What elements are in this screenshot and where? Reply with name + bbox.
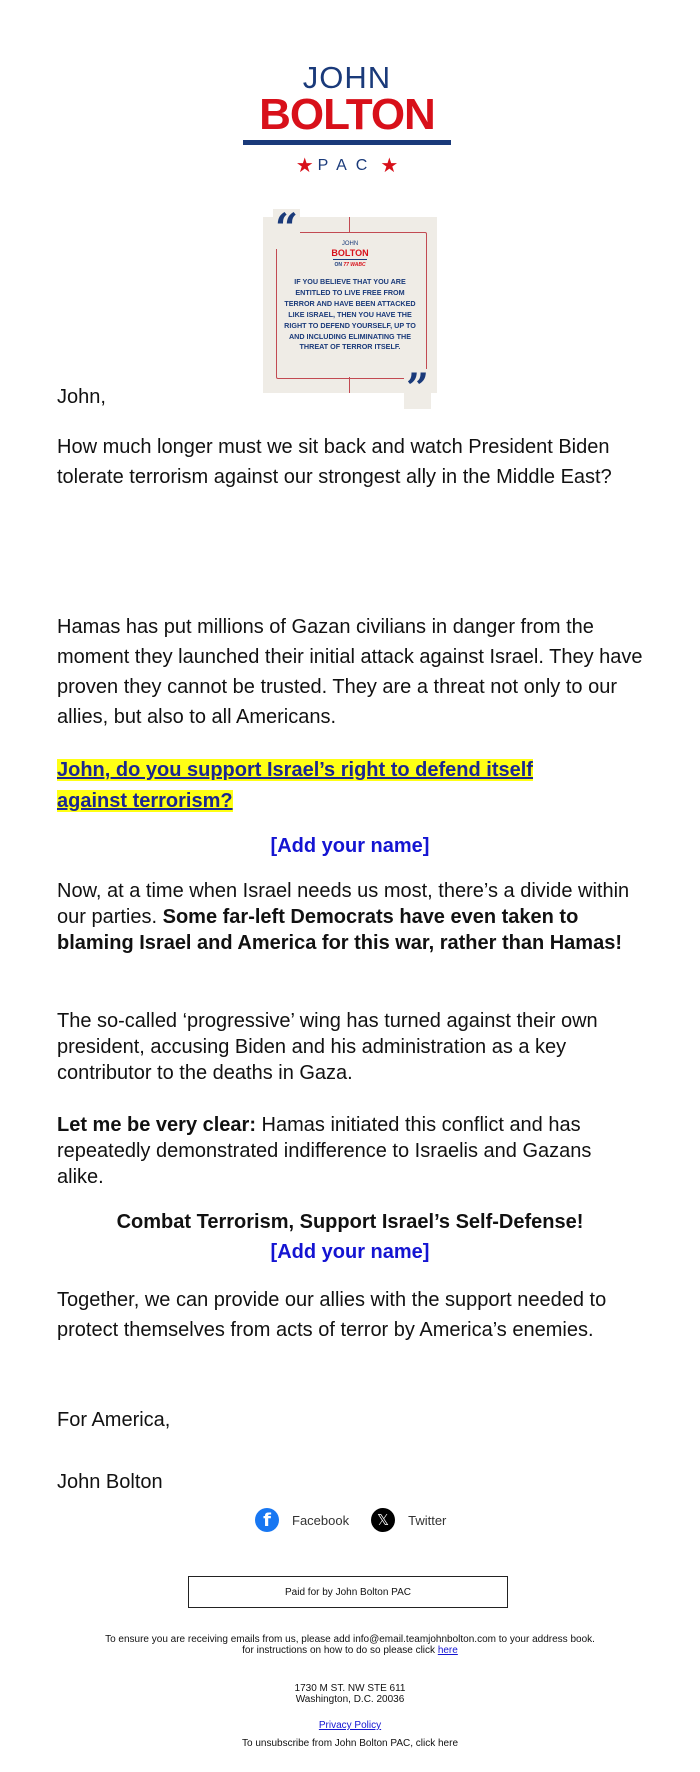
- quote-station-prefix: ON: [334, 262, 342, 268]
- logo-last-name: BOLTON: [259, 90, 435, 139]
- logo-first-name: JOHN: [302, 60, 392, 95]
- logo-bar: [243, 140, 451, 145]
- greeting: John,: [57, 386, 106, 408]
- unsubscribe-link[interactable]: To unsubscribe from John Bolton PAC, click here: [241, 1738, 459, 1749]
- paragraph-3-normal: Now, at a time when Israel needs us most, there’s a divide within our parties.: [57, 880, 630, 928]
- logo-pac-text: PAC: [317, 156, 377, 174]
- paid-for-box: Paid for by John Bolton PAC: [188, 1576, 508, 1608]
- paragraph-2: Hamas has put millions of Gazan civilians in danger from the moment they launched their initial attack against Israel. They have proven they cannot be trusted. They are a threat not only to our allies, but also to all Americans.: [57, 616, 643, 728]
- paragraph-5-normal: Hamas initiated this conflict and has repeatedly demonstrated indifference to Israelis and Gazans alike.: [57, 1114, 592, 1188]
- headline: Combat Terrorism, Support Israel’s Self-Defense!: [116, 1211, 584, 1233]
- paragraph-1: How much longer must we sit back and watch President Biden tolerate terrorism against our strongest ally in the Middle East?: [57, 436, 612, 488]
- support-israel-link-line2: against terrorism?: [57, 790, 233, 812]
- paragraph-5: [57, 1112, 643, 1190]
- pac-logo: [243, 62, 451, 178]
- paragraph-3-bold: Some far-left Democrats have even taken to blaming Israel and America for this war, rather than Hamas!: [57, 906, 622, 954]
- privacy-policy-link[interactable]: Privacy Policy: [318, 1720, 382, 1731]
- quote-brand-first: JOHN: [341, 241, 359, 247]
- quote-station: [263, 262, 437, 268]
- paragraph-5-bold: Let me be very clear:: [57, 1114, 256, 1136]
- instructions-line: [0, 1645, 700, 1656]
- twitter-link[interactable]: [371, 1508, 446, 1532]
- address-line-1: 1730 M ST. NW STE 611: [294, 1683, 406, 1694]
- facebook-label: Facebook: [292, 1512, 350, 1528]
- facebook-link[interactable]: [255, 1508, 349, 1532]
- social-links: [255, 1508, 468, 1532]
- add-your-name-button-1[interactable]: [Add your name]: [270, 835, 430, 857]
- logo-pac-row: [243, 153, 451, 178]
- quote-divider: [349, 217, 350, 232]
- star-icon: ★: [380, 155, 399, 177]
- privacy-policy-row: [0, 1720, 700, 1731]
- quote-brand-last: BOLTON: [331, 248, 369, 258]
- paragraph-4: The so-called ‘progressive’ wing has turned against their own president, accusing Biden and his administration as a key contributor to the deaths in Gaza.: [57, 1010, 598, 1084]
- instructions-text: for instructions on how to do so please click: [242, 1645, 438, 1656]
- add-your-name-button-2[interactable]: [Add your name]: [270, 1241, 430, 1263]
- quote-text: IF YOU BELIEVE THAT YOU ARE ENTITLED TO LIVE FREE FROM TERROR AND HAVE BEEN ATTACKED LIKE ISRAEL, THEN YOU HAVE THE RIGHT TO DEFEND YOURSELF, UP TO AND INCLUDING ELIMINATING THE THREAT OF TERROR ITSELF.: [284, 277, 416, 352]
- quote-image: [263, 205, 437, 412]
- ensure-notice: To ensure you are receiving emails from us, please add info@email.teamjohnbolton.com to your address book.: [105, 1634, 595, 1645]
- paragraph-3: [57, 878, 643, 956]
- star-icon: ★: [295, 155, 314, 177]
- support-israel-link-line1: John, do you support Israel’s right to defend itself: [57, 759, 533, 781]
- signoff: For America,: [57, 1409, 171, 1431]
- twitter-label: Twitter: [408, 1512, 447, 1528]
- x-icon: 𝕏: [371, 1508, 395, 1532]
- quote-brand-underline: [333, 259, 367, 260]
- paragraph-6: Together, we can provide our allies with the support needed to protect themselves from acts of terror by America’s enemies.: [57, 1289, 607, 1341]
- signature: John Bolton: [57, 1471, 163, 1493]
- facebook-icon: f: [255, 1508, 279, 1532]
- open-quote-icon: “: [275, 205, 299, 252]
- instructions-here-link[interactable]: here: [437, 1645, 458, 1656]
- close-quote-icon: ”: [405, 365, 429, 412]
- address-line-2: Washington, D.C. 20036: [295, 1694, 405, 1705]
- support-israel-link[interactable]: [57, 755, 643, 817]
- quote-station-name: 77 WABC: [343, 262, 366, 268]
